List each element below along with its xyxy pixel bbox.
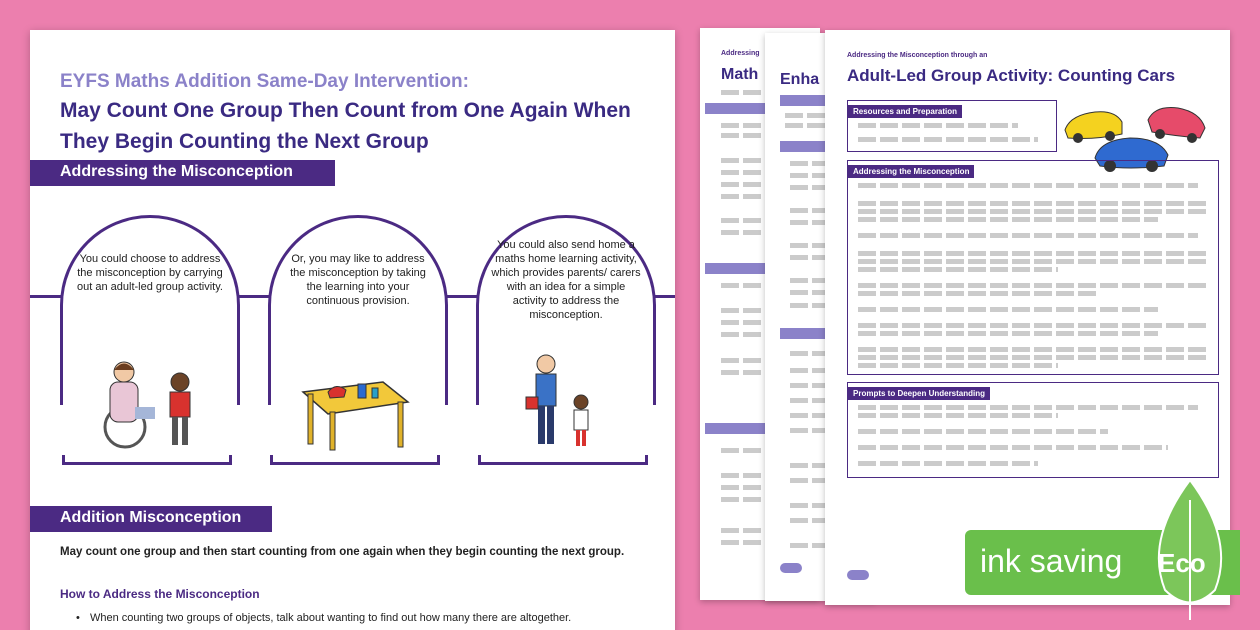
parent-child-illustration: [496, 352, 626, 452]
misconception-banner: Addition Misconception: [30, 506, 272, 532]
option-base-2: [270, 455, 440, 465]
page1-tag: Addressing: [721, 50, 760, 57]
addressing-banner: Addressing the Misconception: [30, 160, 335, 186]
twinkl-logo-2: [780, 563, 802, 573]
prompts-box: [847, 382, 1219, 478]
addressing-box: [847, 160, 1219, 375]
resources-heading: Resources and Preparation: [848, 105, 962, 118]
page2-heading: Enha: [780, 71, 820, 88]
option-base-1: [62, 455, 232, 465]
option-2-text: Or, you may like to address the misconception by taking the learning into your continuous provision.: [290, 253, 426, 307]
eco-label: Eco: [1158, 548, 1206, 578]
option-base-3: [478, 455, 648, 465]
page-subtitle: EYFS Maths Addition Same-Day Intervention:: [60, 71, 469, 92]
table-toys-illustration: [288, 352, 418, 452]
prompts-heading: Prompts to Deepen Understanding: [848, 387, 990, 400]
page3-title: Adult-Led Group Activity: Counting Cars: [847, 66, 1176, 85]
ink-saving-label: ink saving: [980, 543, 1123, 579]
twinkl-logo-3: [847, 570, 869, 580]
option-1-text: You could choose to address the misconception by carrying out an adult-led group activity.: [77, 253, 223, 293]
page3-tag: Addressing the Misconception through an: [847, 52, 988, 59]
howto-heading: How to Address the Misconception: [60, 587, 260, 601]
misconception-text: May count one group and then start counting from one again when they begin counting the next group.: [60, 546, 625, 558]
option-3-text: You could also send home a maths home learning activity, which provides parents/ carers with an idea for a simple activity to address the misconception.: [491, 239, 641, 321]
page1-heading: Math: [721, 66, 759, 83]
howto-bullet-1: • When counting two groups of objects, talk about wanting to find out how many there are altogether.: [90, 612, 650, 624]
teacher-child-illustration: [80, 352, 210, 452]
main-page: [30, 30, 675, 630]
addressing-heading: Addressing the Misconception: [848, 165, 974, 178]
resources-box: [847, 100, 1057, 152]
page-title: May Count One Group Then Count from One Again When They Begin Counting the Next Group: [60, 99, 631, 153]
